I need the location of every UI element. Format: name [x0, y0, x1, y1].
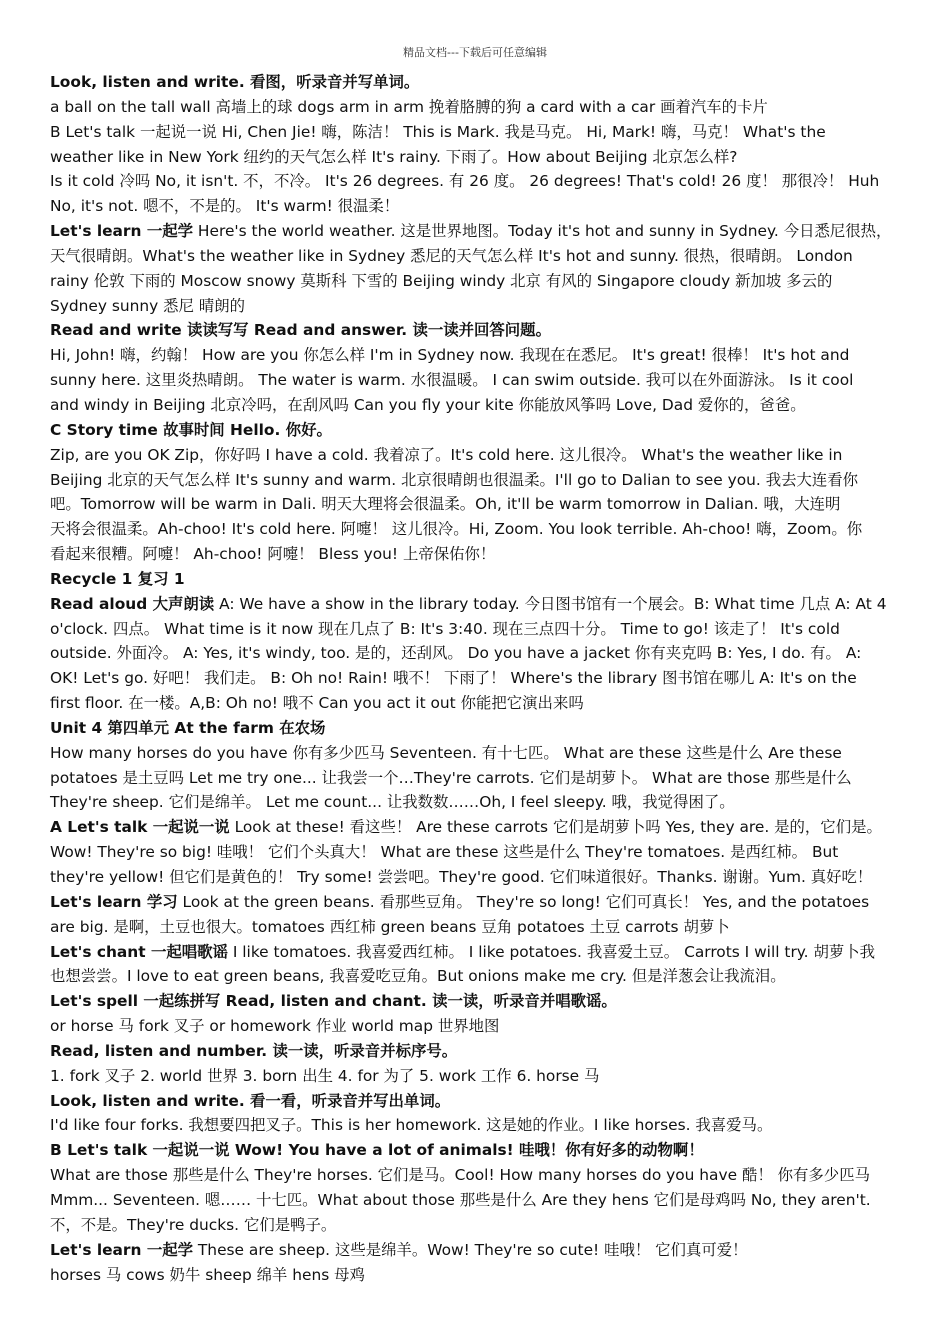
text-segment: Look at these! 看这些！ Are these carrots 它们是胡萝卜吗 Yes, they are. 是的，它们是。 — [229, 818, 882, 837]
text-line — [50, 145, 916, 170]
text-segment: A: We have a show in the library today. 今日图书馆有一个展会。B: What time 几点 A: At 4 — [214, 594, 887, 613]
text-segment: 也想尝尝。I love to eat green beans, 我喜爱吃豆角。But onions make me cry. 但是洋葱会让我流泪。 — [50, 967, 786, 986]
text-line — [50, 865, 916, 890]
text-line — [50, 368, 916, 393]
text-line — [50, 1039, 916, 1064]
text-segment: How many horses do you have 你有多少匹马 Seventeen. 有十七匹。 What are these 这些是什么 Are these — [50, 743, 842, 762]
text-segment: B Let's talk 一起说一说 Hi, Chen Jie! 嗨，陈洁！ This is Mark. 我是马克。 Hi, Mark! 嗨，马克！ What's the — [50, 122, 826, 141]
text-line — [50, 468, 916, 493]
text-line — [50, 343, 916, 368]
text-line — [50, 641, 916, 666]
text-line — [50, 989, 916, 1014]
text-line — [50, 169, 916, 194]
text-line — [50, 567, 916, 592]
text-line — [50, 1213, 916, 1238]
text-line — [50, 219, 916, 244]
text-segment: 1. fork 叉子 2. world 世界 3. born 出生 4. for 为了 5. work 工作 6. horse 马 — [50, 1066, 600, 1085]
text-segment: Zip, are you OK Zip，你好吗 I have a cold. 我着凉了。It's cold here. 这儿很冷。 What's the weather like in — [50, 445, 843, 464]
text-line — [50, 790, 916, 815]
text-line — [50, 1089, 916, 1114]
text-line — [50, 1064, 916, 1089]
text-line — [50, 691, 916, 716]
text-segment: They're sheep. 它们是绵羊。 Let me count... 让我数数……Oh, I feel sleepy. 哦，我觉得困了。 — [50, 793, 735, 812]
text-line — [50, 294, 916, 319]
text-segment: weather like in New York 纽约的天气怎么样 It's rainy. 下雨了。How about Beijing 北京怎么样? — [50, 147, 738, 166]
bold-text: Let's chant 一起唱歌谣 — [50, 942, 228, 961]
text-segment: Is it cold 冷吗 No, it isn't. 不，不冷。 It's 26 degrees. 有 26 度。 26 degrees! That's cold! 26 度！ 那很冷！ Huh — [50, 172, 880, 191]
text-segment: What are those 那些是什么 They're horses. 它们是马。Cool! How many horses do you have 酷！ 你有多少匹马 — [50, 1166, 870, 1185]
text-line — [50, 1014, 916, 1039]
bold-text: Read and write 读读写写 Read and answer. 读一读并回答问题。 — [50, 321, 551, 340]
text-line — [50, 915, 916, 940]
text-line — [50, 940, 916, 965]
text-segment: a ball on the tall wall 高墙上的球 dogs arm in arm 挽着胳膊的狗 a card with a car 画着汽车的卡片 — [50, 97, 768, 116]
bold-text: Look, listen and write. 看图，听录音并写单词。 — [50, 73, 420, 91]
bold-text: Let's learn 一起学 — [50, 1240, 194, 1259]
bold-text: B Let's talk 一起说一说 Wow! You have a lot of animals! 哇哦！你有好多的动物啊！ — [50, 1141, 704, 1160]
text-segment: 天将会很温柔。Ah-choo! It's cold here. 阿嚏！ 这儿很冷。Hi, Zoom. You look terrible. Ah-choo! 嗨，Zoom。你 — [50, 520, 863, 539]
text-segment: and windy in Beijing 北京冷吗，在刮风吗 Can you fly your kite 你能放风筝吗 Love, Dad 爱你的，爸爸。 — [50, 395, 806, 414]
text-segment: 看起来很糟。阿嚏！ Ah-choo! 阿嚏！ Bless you! 上帝保佑你！ — [50, 545, 496, 564]
text-line — [50, 120, 916, 145]
text-line — [50, 617, 916, 642]
text-segment: are big. 是啊，土豆也很大。tomatoes 西红柿 green beans 豆角 potatoes 土豆 carrots 胡萝卜 — [50, 917, 730, 936]
text-segment: 吧。Tomorrow will be warm in Dali. 明天大理将会很温柔。Oh, it'll be warm tomorrow in Dalian. 哦，大连明 — [50, 495, 841, 514]
text-segment: Mmm... Seventeen. 嗯…… 十七匹。What about those 那些是什么 Are they hens 它们是母鸡吗 No, they aren't. — [50, 1190, 871, 1209]
text-line — [50, 1113, 916, 1138]
text-line — [50, 95, 916, 120]
text-line — [50, 194, 916, 219]
bold-text: Let's learn 一起学 — [50, 222, 194, 241]
text-line — [50, 741, 916, 766]
text-line — [50, 1263, 916, 1288]
text-segment: potatoes 是土豆吗 Let me try one... 让我尝一个…They're carrots. 它们是胡萝卜。 What are those 那些是什么 — [50, 768, 852, 787]
page-header: 精品文档---下载后可任意编辑 — [403, 46, 547, 59]
text-line — [50, 766, 916, 791]
text-line — [50, 517, 916, 542]
document-body — [50, 70, 916, 1287]
text-segment: first floor. 在一楼。A,B: Oh no! 哦不 Can you act it out 你能把它演出来吗 — [50, 694, 584, 713]
text-line — [50, 70, 916, 95]
text-segment: o'clock. 四点。 What time is it now 现在几点了 B: It's 3:40. 现在三点四十分。 Time to go! 该走了！ It's cold — [50, 619, 840, 638]
bold-text: A Let's talk 一起说一说 — [50, 818, 230, 837]
text-segment: 天气很晴朗。What's the weather like in Sydney 悉尼的天气怎么样 It's hot and sunny. 很热，很晴朗。 London — [50, 246, 853, 265]
bold-text: Read aloud 大声朗读 — [50, 594, 215, 613]
text-line — [50, 592, 916, 617]
text-line — [50, 269, 916, 294]
text-line — [50, 418, 916, 443]
bold-text: C Story time 故事时间 Hello. 你好。 — [50, 420, 332, 439]
text-line — [50, 393, 916, 418]
text-segment: Here's the world weather. 这是世界地图。Today it's hot and sunny in Sydney. 今日悉尼很热， — [193, 222, 892, 241]
bold-text: Unit 4 第四单元 At the farm 在农场 — [50, 718, 326, 737]
text-segment: Sydney sunny 悉尼 晴朗的 — [50, 296, 245, 315]
bold-text: Look, listen and write. 看一看，听录音并写出单词。 — [50, 1091, 451, 1110]
text-line — [50, 443, 916, 468]
text-line — [50, 666, 916, 691]
text-line — [50, 244, 916, 269]
text-segment: Wow! They're so big! 哇哦！ 它们个头真大！ What are these 这些是什么 They're tomatoes. 是西红柿。 But — [50, 843, 839, 862]
bold-text: Let's spell 一起练拼写 Read, listen and chant. 读一读，听录音并唱歌谣。 — [50, 992, 617, 1011]
text-line — [50, 1238, 916, 1263]
text-segment: Look at the green beans. 看那些豆角。 They're so long! 它们可真长！ Yes, and the potatoes — [177, 892, 870, 911]
text-segment: sunny here. 这里炎热晴朗。 The water is warm. 水很温暖。 I can swim outside. 我可以在外面游泳。 Is it cool — [50, 371, 854, 390]
text-segment: 不，不是。They're ducks. 它们是鸭子。 — [50, 1215, 337, 1234]
text-line — [50, 1138, 916, 1163]
text-segment: rainy 伦敦 下雨的 Moscow snowy 莫斯科 下雪的 Beijing windy 北京 有风的 Singapore cloudy 新加坡 多云的 — [50, 271, 833, 290]
text-line — [50, 716, 916, 741]
text-segment: I'd like four forks. 我想要四把叉子。This is her homework. 这是她的作业。I like horses. 我喜爱马。 — [50, 1116, 773, 1135]
text-segment: No, it's not. 嗯不，不是的。 It's warm! 很温柔！ — [50, 197, 400, 216]
text-line — [50, 1188, 916, 1213]
text-line — [50, 492, 916, 517]
text-line — [50, 840, 916, 865]
text-segment: they're yellow! 但它们是黄色的！ Try some! 尝尝吧。They're good. 它们味道很好。Thanks. 谢谢。Yum. 真好吃！ — [50, 868, 873, 886]
text-line — [50, 542, 916, 567]
bold-text: Let's learn 学习 — [50, 892, 178, 911]
text-segment: These are sheep. 这些是绵羊。Wow! They're so cute! 哇哦！ 它们真可爱！ — [193, 1240, 748, 1259]
text-segment: outside. 外面冷。 A: Yes, it's windy, too. 是的，还刮风。 Do you have a jacket 你有夹克吗 B: Yes, I do. 有。 A: — [50, 644, 862, 663]
text-line — [50, 1163, 916, 1188]
text-segment: horses 马 cows 奶牛 sheep 绵羊 hens 母鸡 — [50, 1265, 365, 1284]
text-line — [50, 890, 916, 915]
text-segment: OK! Let's go. 好吧！ 我们走。 B: Oh no! Rain! 哦不！ 下雨了！ Where's the library 图书馆在哪儿 A: It's on the — [50, 669, 857, 688]
bold-text: Read, listen and number. 读一读，听录音并标序号。 — [50, 1041, 458, 1060]
text-line — [50, 318, 916, 343]
text-line — [50, 815, 916, 840]
text-segment: I like tomatoes. 我喜爱西红柿。 I like potatoes. 我喜爱土豆。 Carrots I will try. 胡萝卜我 — [227, 942, 876, 961]
text-line — [50, 964, 916, 989]
text-segment: Hi, John! 嗨，约翰！ How are you 你怎么样 I'm in Sydney now. 我现在在悉尼。 It's great! 很棒！ It's hot and — [50, 346, 850, 365]
text-segment: or horse 马 fork 叉子 or homework 作业 world map 世界地图 — [50, 1017, 500, 1036]
bold-text: Recycle 1 复习 1 — [50, 569, 185, 588]
text-segment: Beijing 北京的天气怎么样 It's sunny and warm. 北京很晴朗也很温柔。I'll go to Dalian to see you. 我去大连看你 — [50, 470, 859, 489]
